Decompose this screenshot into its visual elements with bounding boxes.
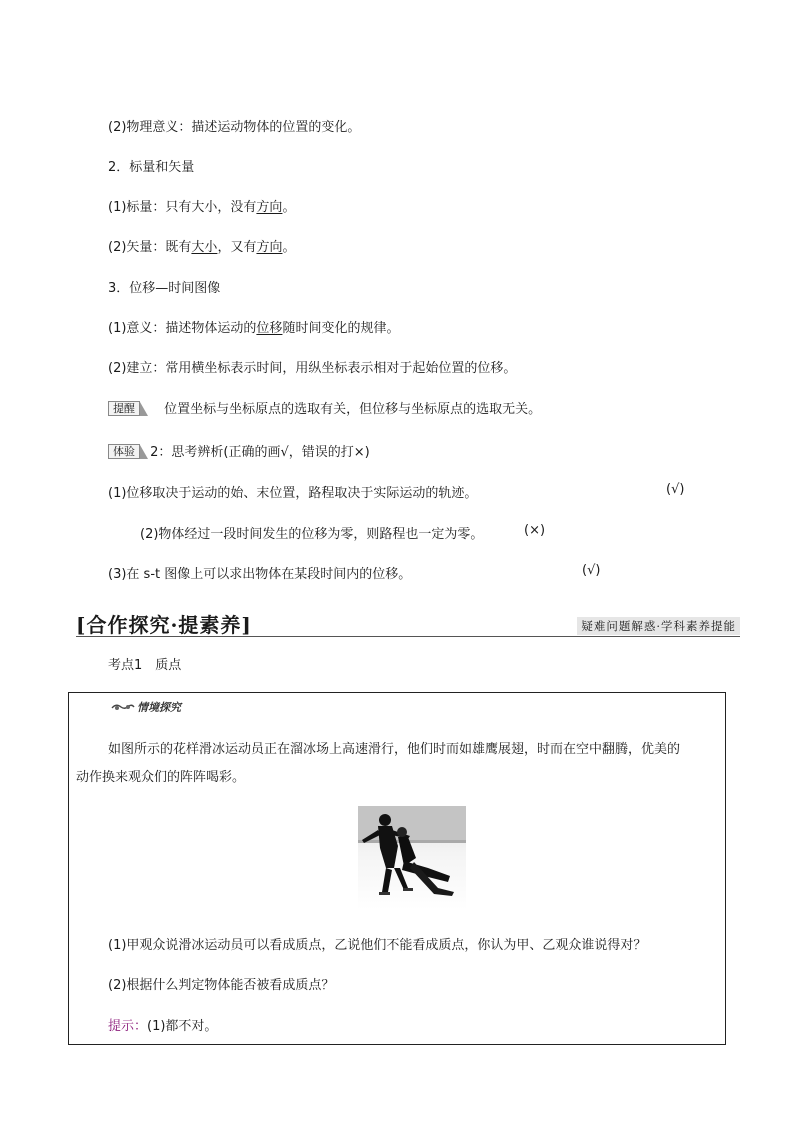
tip-tag: 提醒 (108, 401, 140, 416)
scenario-paragraph-line1: 如图所示的花样滑冰运动员正在溜冰场上高速滑行，他们时而如雄鹰展翅，时而在空中翻腾，优美的 (108, 742, 681, 757)
kaodian-heading: 考点1 质点 (108, 658, 182, 673)
section-subtitle: 疑难问题解惑·学科素养提能 (577, 617, 740, 635)
hint-line (108, 1015, 217, 1034)
answer-3: (√) (582, 563, 601, 578)
box-question-2: (2)根据什么判定物体能否被看成质点？ (108, 978, 335, 993)
section-title: [合作探究·提素养] (76, 613, 252, 637)
experience-text: 2：思考辨析(正确的画√，错误的打×) (150, 445, 370, 460)
question-2: (2)物体经过一段时间发生的位移为零，则路程也一定为零。 (140, 527, 484, 542)
answer-2: (×) (524, 523, 546, 538)
text-line: (1)意义：描述物体运动的位移随时间变化的规律。 (108, 321, 400, 336)
hint-text: (1)都不对。 (147, 1019, 218, 1034)
scenario-paragraph-line2: 动作换来观众们的阵阵喝彩。 (76, 770, 246, 785)
question-3: (3)在 s-t 图像上可以求出物体在某段时间内的位移。 (108, 567, 412, 582)
experience-tag: 体验 (108, 444, 140, 459)
tip-text: 位置坐标与坐标原点的选取有关，但位移与坐标原点的选取无关。 (164, 402, 542, 417)
section-header (76, 606, 740, 638)
text-line: (2)矢量：既有大小，又有方向。 (108, 240, 296, 255)
scenario-label: 情境探究 (111, 699, 181, 715)
heading-displacement-time: 3．位移—时间图像 (108, 281, 221, 296)
text-line: (1)标量：只有大小，没有方向。 (108, 200, 296, 215)
heading-scalar-vector: 2．标量和矢量 (108, 160, 195, 175)
handshake-icon (111, 702, 135, 712)
experience-row (108, 441, 370, 460)
text-line: (2)建立：常用横坐标表示时间，用纵坐标表示相对于起始位置的位移。 (108, 361, 517, 376)
answer-1: (√) (666, 482, 685, 497)
section-divider (76, 636, 740, 637)
box-question-1: (1)甲观众说滑冰运动员可以看成质点，乙说他们不能看成质点，你认为甲、乙观众谁说得对？ (108, 938, 647, 953)
figure-skaters-photo (358, 806, 466, 910)
hint-label: 提示： (108, 1019, 148, 1034)
text-line: (2)物理意义：描述运动物体的位置的变化。 (108, 120, 361, 135)
question-1: (1)位移取决于运动的始、末位置，路程取决于实际运动的轨迹。 (108, 486, 478, 501)
tip-row (108, 398, 541, 417)
